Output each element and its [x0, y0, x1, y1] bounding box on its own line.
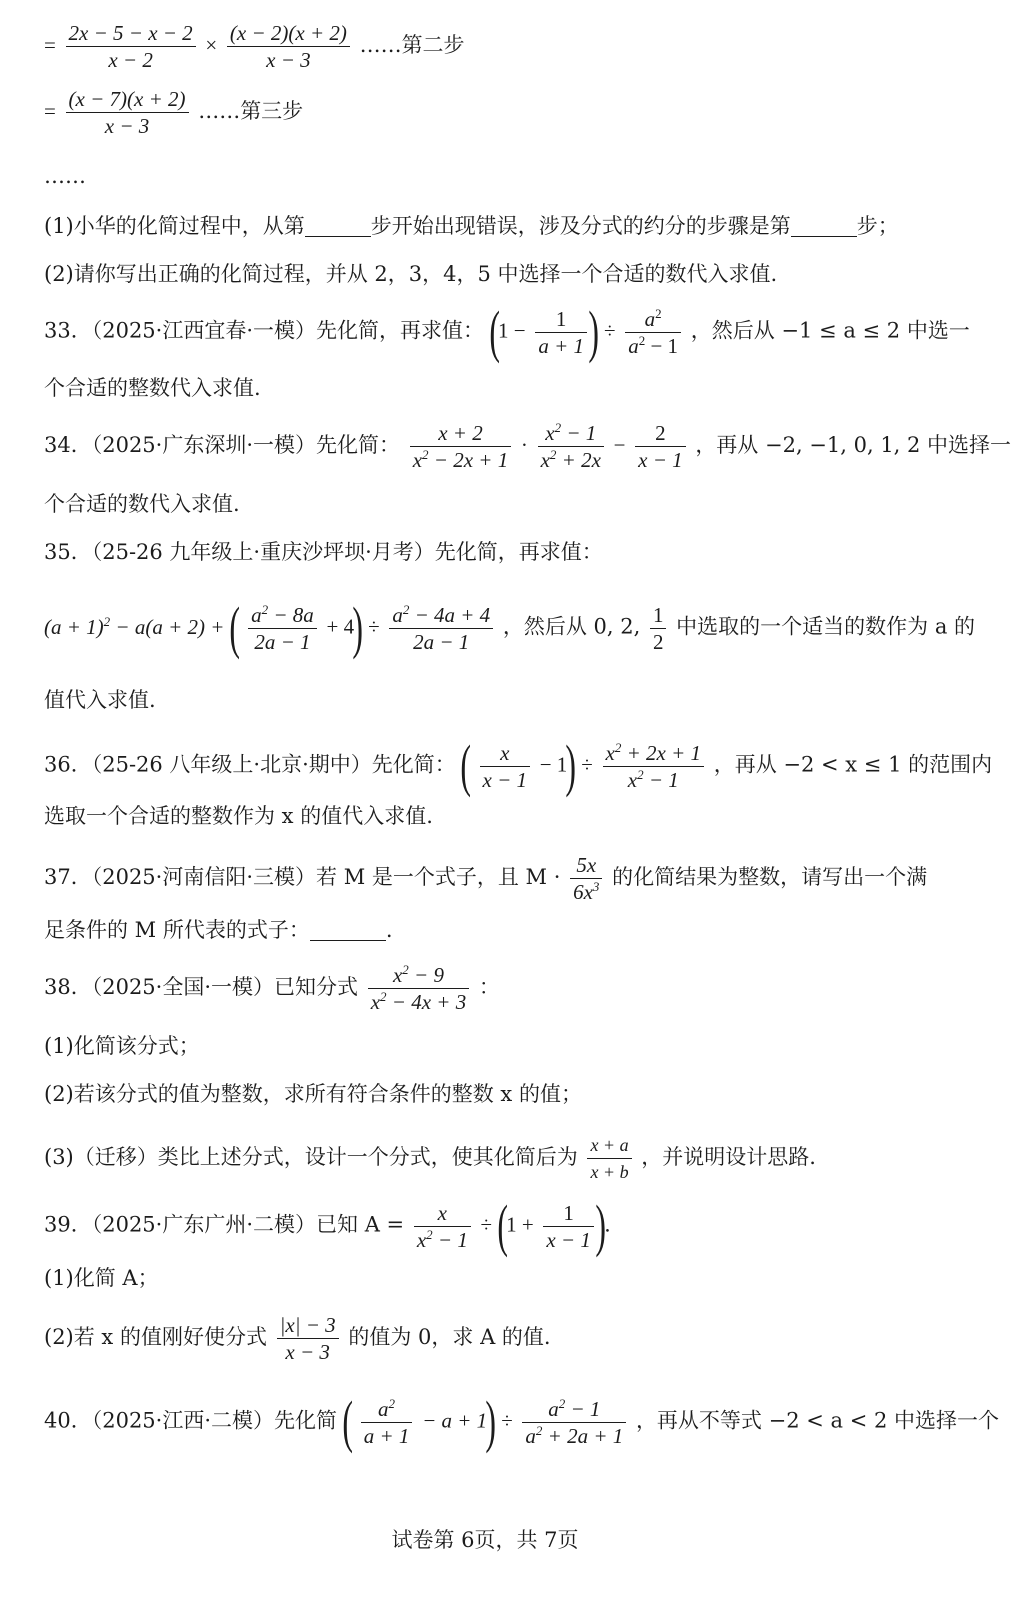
fraction: $\frac{1}{a + 1}$: [535, 306, 587, 359]
fraction: $\frac{(x - 7)(x + 2)}{x - 3}$: [66, 86, 189, 139]
q34-line2: 个合适的数代入求值.: [44, 492, 240, 516]
q32-part1: (1)小华的化简过程中，从第 步开始出现错误，涉及分式的约分的步骤是第 步；: [44, 214, 899, 238]
fraction: $\frac{a^2}{a + 1}$: [361, 1396, 413, 1449]
q39-line1: 39．（2025·广东广州·二模）已知 A = $\frac{x}{x^2 - 1}$ ÷ (1 + $\frac{1}{x - 1}$ ).: [44, 1193, 611, 1258]
fraction: $\frac{2}{x - 1}$: [635, 420, 686, 473]
fraction: $\frac{1}{2}$: [650, 602, 667, 655]
q38-part3: (3)（迁移）类比上述分式，设计一个分式，使其化简后为 $\frac{x + a}{x + b}$ ，并说明设计思路.: [44, 1132, 940, 1185]
step-3-line: = $\frac{(x - 7)(x + 2)}{x - 3}$ ……第三步: [44, 87, 304, 138]
fraction: $\frac{a^2 - 1}{a^2 + 2a + 1}$: [522, 1396, 626, 1449]
q36-line2: 选取一个合适的整数作为 x 的值代入求值.: [44, 804, 433, 828]
answer-blank[interactable]: [791, 214, 857, 237]
fraction: $\frac{x^2 - 9}{x^2 - 4x + 3}$: [368, 962, 470, 1015]
fraction: $\frac{a^2}{a^2 - 1}$: [625, 306, 681, 359]
fraction: $\frac{a^2 - 8a}{2a - 1}$: [248, 602, 317, 655]
fraction: $\frac{x^2 - 1}{x^2 + 2x}$: [538, 420, 604, 473]
q35-line2: $(a + 1)^2 - a(a + 2)$ + ( $\frac{a^2 - 8a}{2a - 1}$ + 4) ÷ $\frac{a^2 - 4a + 4}{2a - 1}$ ，然后从 0, 2, $\frac{1}{2}$ 中选取的一个适当的数作为 a 的: [44, 595, 976, 660]
fraction: $\frac{x}{x^2 - 1}$: [414, 1200, 471, 1253]
q35-line3: 值代入求值.: [44, 688, 156, 712]
fraction: $\frac{(x - 2)(x + 2)}{x - 3}$: [227, 20, 350, 73]
fraction: $\frac{x + a}{x + b}$: [587, 1132, 631, 1185]
q33-line2: 个合适的整数代入求值.: [44, 376, 261, 400]
fraction: $\frac{x + 2}{x^2 - 2x + 1}$: [410, 420, 512, 473]
q36-line1: 36．（25-26 八年级上·北京·期中）先化简： ( $\frac{x}{x - 1}$ − 1) ÷ $\frac{x^2 + 2x + 1}{x^2 - 1}$ ，再从 −2 < x ≤ 1 的范围内: [44, 733, 993, 798]
q38-part2: (2)若该分式的值为整数，求所有符合条件的整数 x 的值；: [44, 1082, 582, 1106]
answer-blank[interactable]: [310, 918, 386, 941]
ellipsis: ……: [44, 164, 86, 188]
q32-part2: (2)请你写出正确的化简过程，并从 2，3，4，5 中选择一个合适的数代入求值.: [44, 262, 778, 286]
q39-part2: (2)若 x 的值刚好使分式 $\frac{|x| - 3}{x - 3}$ 的值为 0，求 A 的值.: [44, 1313, 551, 1364]
page-footer: 试卷第 6页，共 7页: [391, 1528, 579, 1552]
fraction: $\frac{2x - 5 - x - 2}{x - 2}$: [66, 20, 196, 73]
fraction: $\frac{a^2 - 4a + 4}{2a - 1}$: [389, 602, 493, 655]
q38-line1: 38．（2025·全国·一模）已知分式 $\frac{x^2 - 9}{x^2 - 4x + 3}$ ：: [44, 962, 500, 1014]
fraction: $\frac{1}{x - 1}$: [543, 1200, 594, 1253]
fraction: $\frac{5x}{6x^3}$: [570, 852, 602, 905]
q33-line1: 33．（2025·江西宜春·一模）先化简，再求值： (1 − $\frac{1}{a + 1}$ ) ÷ $\frac{a^2}{a^2 - 1}$ ，然后从 −1 ≤ a ≤ 2 中选一: [44, 299, 970, 364]
q37-line2: 足条件的 M 所代表的式子： .: [44, 918, 393, 942]
q38-part1: (1)化简该分式；: [44, 1034, 200, 1058]
q40-line1: 40．（2025·江西·二模）先化简 ( $\frac{a^2}{a + 1}$ − a + 1) ÷ $\frac{a^2 - 1}{a^2 + 2a + 1}$ ，再从不等式 −2 < a < 2 中选择一个: [44, 1389, 1000, 1454]
q37-line1: 37．（2025·河南信阳·三模）若 M 是一个式子，且 M · $\frac{5x}{6x^3}$ 的化简结果为整数，请写出一个满: [44, 853, 928, 904]
fraction: $\frac{x}{x - 1}$: [480, 740, 531, 793]
answer-blank[interactable]: [305, 214, 371, 237]
fraction: $\frac{x^2 + 2x + 1}{x^2 - 1}$: [603, 740, 705, 793]
fraction: $\frac{|x| - 3}{x - 3}$: [277, 1312, 339, 1365]
q39-part1: (1)化简 A；: [44, 1266, 159, 1290]
q35-line1: 35．（25-26 九年级上·重庆沙坪坝·月考）先化简，再求值：: [44, 540, 603, 564]
step-2-line: = $\frac{2x - 5 - x - 2}{x - 2}$ × $\frac{(x - 2)(x + 2)}{x - 3}$ ……第二步: [44, 21, 465, 72]
q34-line1: 34．（2025·广东深圳·一模）先化简： $\frac{x + 2}{x^2 - 2x + 1}$ · $\frac{x^2 - 1}{x^2 + 2x}$ − $\frac{2}{x - 1}$ ，再从 −2, −1, 0, 1, 2 中选择一: [44, 420, 1011, 472]
